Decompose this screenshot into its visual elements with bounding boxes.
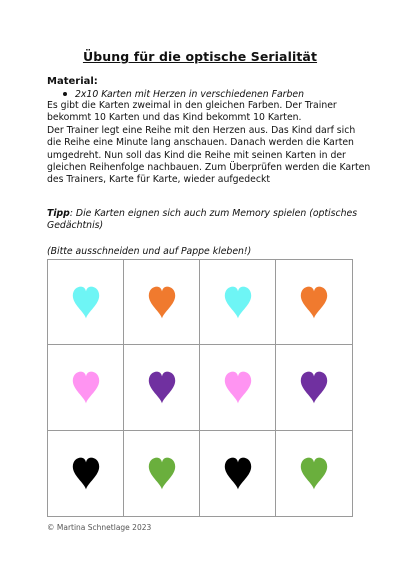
heart-icon [223, 371, 253, 404]
heart-card [124, 345, 200, 430]
paragraph-line: gleichen Reihenfolge nachbauen. Zum Überprüfen werden die Karten [47, 162, 371, 174]
heart-icon [71, 457, 101, 490]
paragraph-line: bekommt 10 Karten und das Kind bekommt 10 Karten. [47, 112, 302, 124]
heart-icon [147, 286, 177, 319]
heart-card [276, 345, 352, 430]
heart-card [48, 345, 124, 430]
heart-icon [299, 286, 329, 319]
card-grid [47, 259, 353, 517]
heart-card [276, 431, 352, 516]
page-title: Übung für die optische Serialität [82, 49, 318, 64]
tip-label: Tipp [47, 208, 70, 219]
heart-card [276, 260, 352, 345]
bullet-dot-icon [63, 92, 67, 96]
heart-icon [147, 371, 177, 404]
heart-icon [71, 371, 101, 404]
tip-text: : Die Karten eignen sich auch zum Memory spielen (optisches [69, 208, 358, 219]
paragraph-line: die Reihe eine Minute lang anschauen. Danach werden die Karten [47, 137, 354, 149]
heart-icon [71, 286, 101, 319]
heart-card [200, 431, 276, 516]
instructions-paragraph [47, 100, 371, 187]
material-bullet-text: 2x10 Karten mit Herzen in verschiedenen Farben [75, 89, 305, 100]
heart-card [200, 345, 276, 430]
heart-card [48, 260, 124, 345]
tip-line-1 [47, 208, 367, 220]
heart-card [48, 431, 124, 516]
heart-card [124, 431, 200, 516]
material-label: Material: [47, 76, 98, 87]
tip-block [47, 208, 367, 233]
paragraph-line: Es gibt die Karten zweimal in den gleichen Farben. Der Trainer [47, 100, 337, 111]
heart-icon [223, 286, 253, 319]
copyright-footer: © Martina Schnetlage 2023 [47, 523, 152, 532]
heart-card [200, 260, 276, 345]
paragraph-line: des Trainers, Karte für Karte, wieder aufgedeckt [47, 174, 271, 186]
heart-icon [147, 457, 177, 490]
paragraph-line: umgedreht. Nun soll das Kind die Reihe mit seinen Karten in der [47, 149, 346, 161]
heart-icon [299, 457, 329, 490]
tip-line-2: Gedächtnis) [47, 220, 104, 232]
heart-icon [299, 371, 329, 404]
heart-card [124, 260, 200, 345]
heart-icon [223, 457, 253, 490]
cutout-note: (Bitte ausschneiden und auf Pappe kleben!) [47, 246, 252, 257]
paragraph-line: Der Trainer legt eine Reihe mit den Herzen aus. Das Kind darf sich [47, 124, 356, 136]
